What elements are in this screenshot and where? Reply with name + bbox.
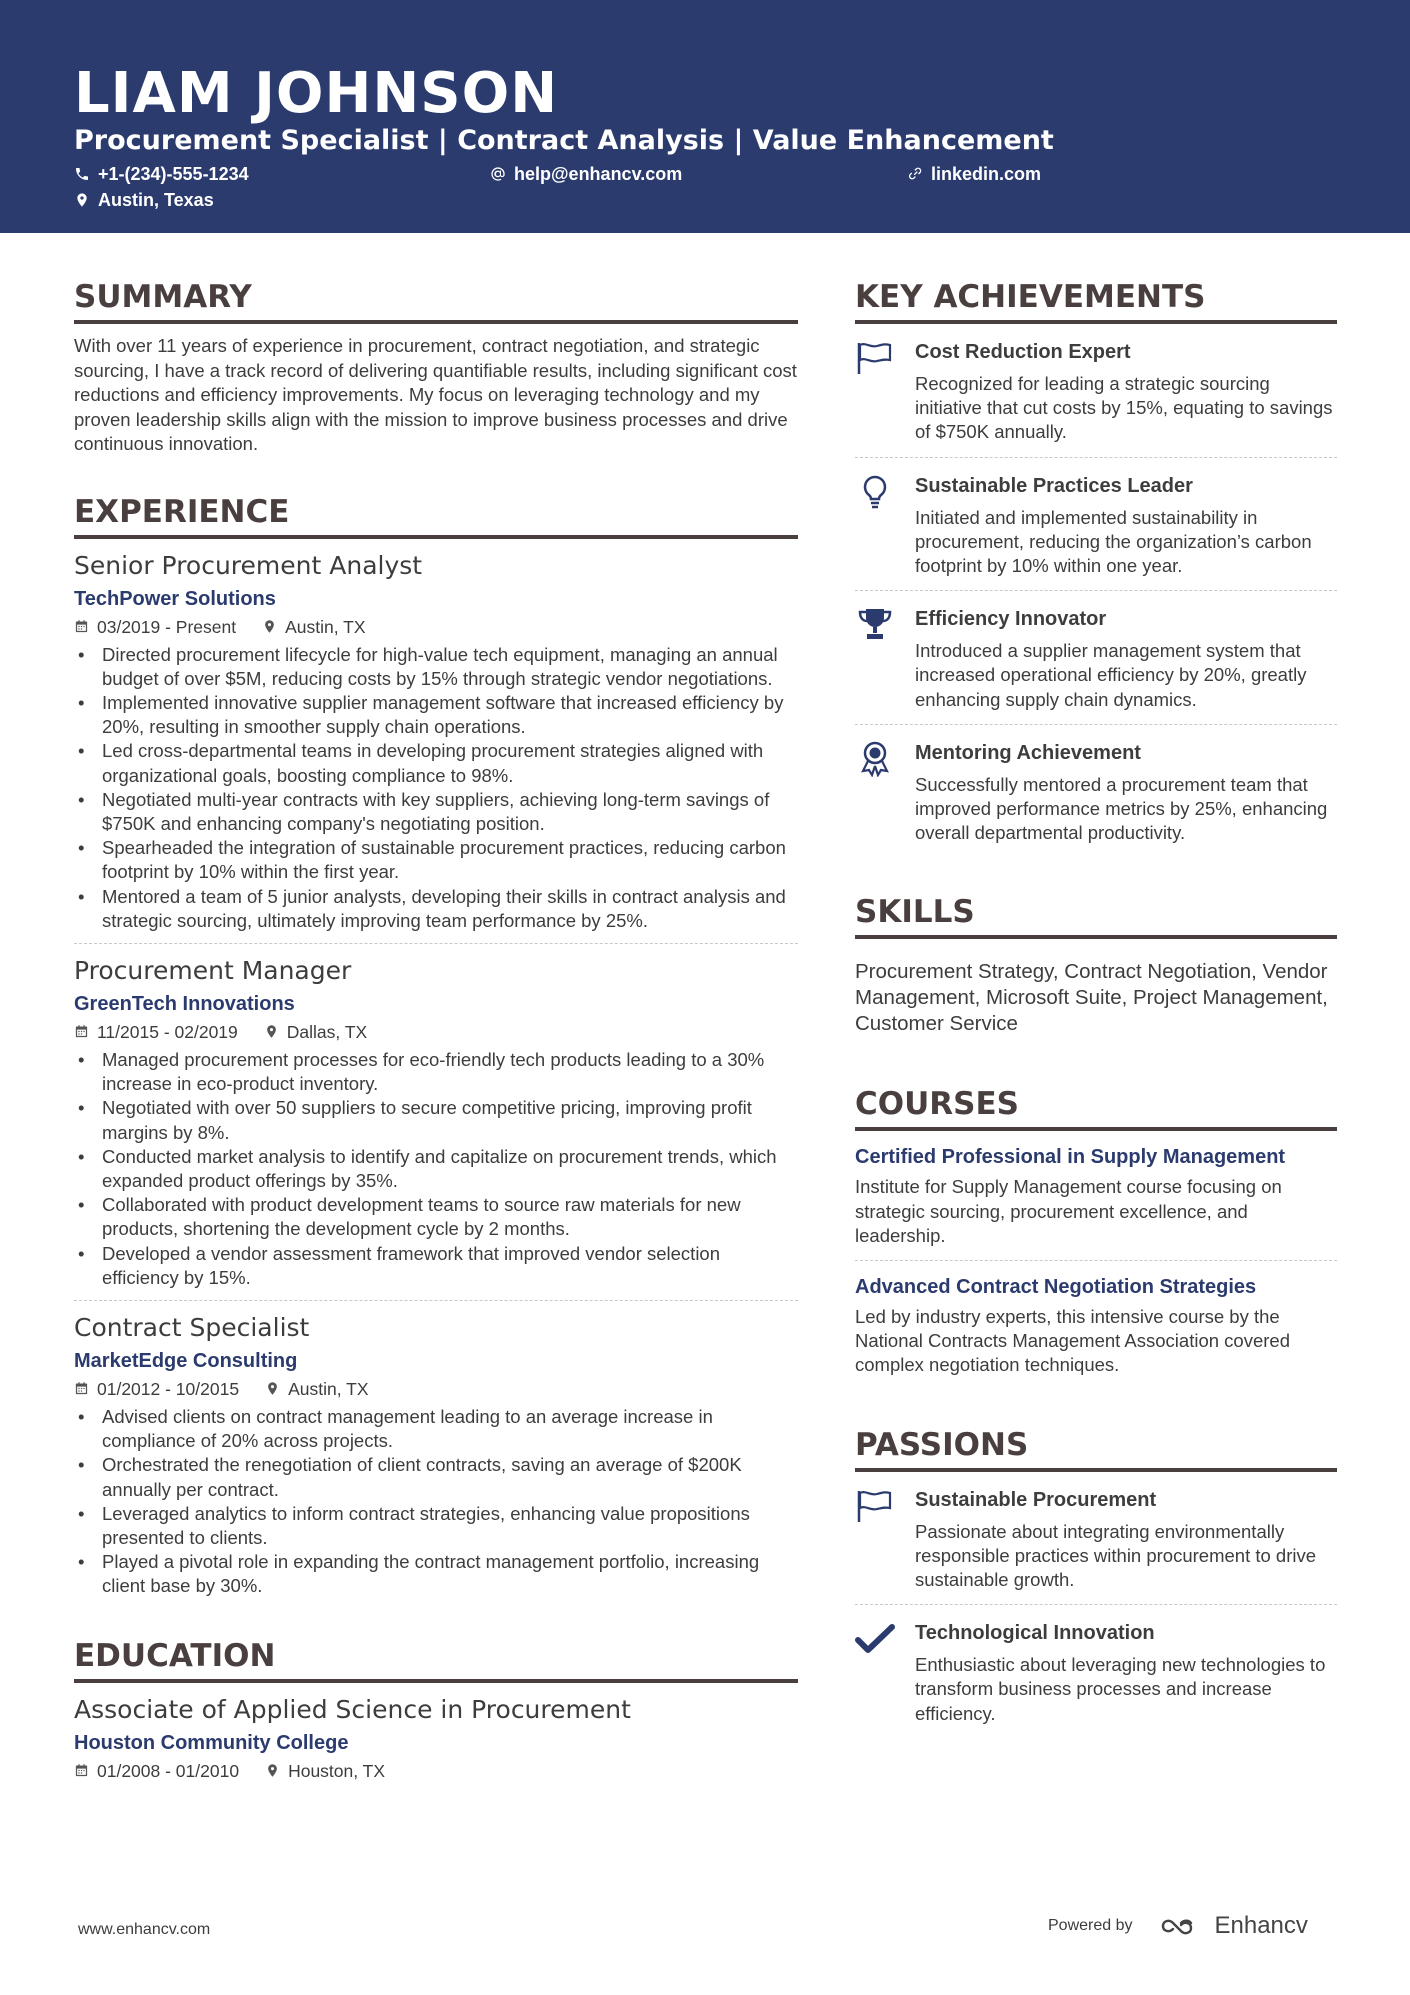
summary-section	[74, 276, 798, 457]
skills-section	[855, 891, 1337, 1037]
right-column	[855, 276, 1337, 1772]
bullet-item: • Implemented innovative supplier management software that increased efficiency by 20%, resulting in smoother supply chain operations.	[74, 691, 798, 739]
education-title: EDUCATION	[74, 1635, 798, 1683]
skills-title: SKILLS	[855, 891, 1337, 939]
bullet-item: • Led cross-departmental teams in developing procurement strategies aligned with organizational goals, boosting compliance to 98%.	[74, 739, 798, 787]
achievement-desc: Initiated and implemented sustainability in procurement, reducing the organization’s carbon footprint by 10% within one year.	[915, 506, 1312, 577]
flag-icon	[855, 338, 915, 445]
job-location-text: Austin, TX	[285, 616, 366, 637]
summary-title: SUMMARY	[74, 276, 798, 324]
bullet-item: • Negotiated multi-year contracts with key suppliers, achieving long-term savings of $750K and enhancing company's negotiating position.	[74, 788, 798, 836]
education-meta	[74, 1759, 798, 1783]
bullet-item: • Negotiated with over 50 suppliers to secure competitive pricing, improving profit margins by 8%.	[74, 1096, 798, 1144]
bullet-item: • Managed procurement processes for eco-friendly tech products leading to a 30% increase in eco-product inventory.	[74, 1048, 798, 1096]
lightbulb-icon	[855, 472, 915, 579]
course-desc: Institute for Supply Management course focusing on strategic sourcing, procurement excellence, and leadership.	[855, 1176, 1282, 1246]
calendar-icon	[74, 1381, 89, 1396]
passions-title: PASSIONS	[855, 1424, 1337, 1472]
job-dates: 11/2015 - 02/2019	[97, 1021, 238, 1042]
achievement-title: Mentoring Achievement	[915, 741, 1141, 764]
achievements-title: KEY ACHIEVEMENTS	[855, 276, 1337, 324]
course-item	[855, 1131, 1337, 1261]
contact-location	[74, 188, 214, 212]
job-bullets	[74, 643, 798, 933]
job-location	[265, 1377, 368, 1401]
job-entry	[74, 539, 798, 944]
education-entry	[74, 1683, 798, 1793]
contact-linkedin[interactable]	[907, 162, 1041, 186]
job-entry	[74, 944, 798, 1301]
location-pin-icon	[265, 1763, 280, 1778]
powered-by-text: Powered by	[1048, 1917, 1133, 1934]
company-name: TechPower Solutions	[74, 587, 276, 610]
infinity-logo-icon	[1159, 1914, 1207, 1938]
passion-item	[855, 1472, 1337, 1606]
company-name: MarketEdge Consulting	[74, 1349, 298, 1372]
contact-email[interactable]	[490, 162, 682, 186]
bullet-item: • Directed procurement lifecycle for high-value tech equipment, managing an annual budget of over $5M, reducing costs by 15% through strategic vendor negotiations.	[74, 643, 798, 691]
checkmark-icon	[855, 1619, 915, 1726]
course-item	[855, 1261, 1337, 1390]
calendar-icon	[74, 1763, 89, 1778]
left-column	[74, 276, 798, 1827]
job-location	[262, 615, 365, 639]
bullet-item: • Collaborated with product development teams to source raw materials for new products, shortening the development cycle by 2 months.	[74, 1193, 798, 1241]
achievement-item	[855, 324, 1337, 458]
passion-desc: Enthusiastic about leveraging new technologies to transform business processes and increase efficiency.	[915, 1654, 1326, 1724]
enhancv-logo[interactable]	[1159, 1912, 1308, 1940]
job-entry	[74, 1301, 798, 1609]
company-name: GreenTech Innovations	[74, 992, 295, 1015]
achievement-title: Efficiency Innovator	[915, 608, 1107, 631]
summary-text: With over 11 years of experience in procurement, contract negotiation, and strategic sourcing, I have a track record of delivering quantifiable results, including significant cost reductions and efficiency improvements. My focus on leveraging technology and my proven leadership skills align with the mission to improve business processes and drive continuous innovation.	[74, 335, 797, 454]
achievement-desc: Successfully mentored a procurement team that improved performance metrics by 25%, enhancing overall departmental productivity.	[915, 773, 1328, 844]
job-meta	[74, 615, 798, 639]
at-icon	[490, 166, 506, 182]
bullet-item: • Advised clients on contract management leading to an average increase in compliance of 20% across projects.	[74, 1405, 798, 1453]
email-text: help@enhancv.com	[514, 164, 683, 184]
course-title: Advanced Contract Negotiation Strategies	[855, 1276, 1257, 1299]
flag-icon	[855, 1486, 915, 1593]
job-title: Contract Specialist	[74, 1312, 310, 1342]
footer-website[interactable]: www.enhancv.com	[78, 1921, 211, 1938]
brand-name: Enhancv	[1214, 1912, 1308, 1939]
calendar-icon	[74, 619, 89, 634]
job-location-text: Dallas, TX	[286, 1021, 368, 1042]
achievement-item	[855, 591, 1337, 725]
bullet-item: • Orchestrated the renegotiation of client contracts, saving an average of $200K annually per contract.	[74, 1453, 798, 1501]
job-meta	[74, 1377, 798, 1401]
education-location	[265, 1759, 385, 1783]
linkedin-text: linkedin.com	[931, 164, 1042, 184]
bullet-item: • Developed a vendor assessment framework that improved vendor selection efficiency by 15%.	[74, 1242, 798, 1290]
experience-title: EXPERIENCE	[74, 491, 798, 539]
phone-icon	[74, 166, 90, 182]
candidate-name: LIAM JOHNSON	[74, 61, 559, 126]
medal-icon	[855, 739, 915, 846]
passions-section	[855, 1424, 1337, 1738]
experience-section	[74, 491, 798, 1609]
bullet-item: • Conducted market analysis to identify and capitalize on procurement trends, which expanded product offerings by 35%.	[74, 1145, 798, 1193]
job-location-text: Austin, TX	[288, 1378, 369, 1399]
job-dates: 01/2012 - 10/2015	[97, 1378, 240, 1399]
contact-phone[interactable]	[74, 162, 249, 186]
link-icon	[907, 166, 923, 182]
achievement-title: Cost Reduction Expert	[915, 341, 1131, 363]
location-pin-icon	[265, 1381, 280, 1396]
achievement-item	[855, 725, 1337, 858]
phone-text: +1-(234)-555-1234	[98, 164, 249, 184]
course-desc: Led by industry experts, this intensive course by the National Contracts Management Association covered complex negotiation techniques.	[855, 1306, 1290, 1376]
skills-text: Procurement Strategy, Contract Negotiation, Vendor Management, Microsoft Suite, Project Management, Customer Service	[855, 960, 1328, 1036]
job-location	[264, 1020, 367, 1044]
achievement-desc: Introduced a supplier management system that increased operational efficiency by 20%, greatly enhancing supply chain dynamics.	[915, 640, 1307, 710]
degree-title: Associate of Applied Science in Procurement	[74, 1694, 631, 1724]
footer-powered-by	[1048, 1912, 1308, 1940]
location-pin-icon	[264, 1024, 279, 1039]
passion-item	[855, 1605, 1337, 1738]
job-title: Senior Procurement Analyst	[74, 550, 423, 580]
calendar-icon	[74, 1024, 89, 1039]
bullet-item: • Played a pivotal role in expanding the contract management portfolio, increasing client base by 30%.	[74, 1550, 798, 1598]
passion-desc: Passionate about integrating environmentally responsible practices within procurement to drive sustainable growth.	[915, 1520, 1317, 1591]
achievement-item	[855, 458, 1337, 592]
courses-section	[855, 1083, 1337, 1389]
education-section	[74, 1635, 798, 1793]
achievement-title: Sustainable Practices Leader	[915, 474, 1193, 497]
job-dates: 03/2019 - Present	[97, 616, 237, 637]
education-dates: 01/2008 - 01/2010	[97, 1760, 240, 1781]
job-meta	[74, 1020, 798, 1044]
bullet-item: • Mentored a team of 5 junior analysts, developing their skills in contract analysis and strategic sourcing, ultimately improving team performance by 25%.	[74, 885, 798, 933]
passion-title: Sustainable Procurement	[915, 1488, 1157, 1511]
education-location-text: Houston, TX	[288, 1760, 386, 1781]
trophy-icon	[855, 605, 915, 712]
candidate-headline: Procurement Specialist | Contract Analysis | Value Enhancement	[74, 125, 1054, 156]
job-bullets	[74, 1048, 798, 1290]
course-title: Certified Professional in Supply Management	[855, 1146, 1286, 1169]
location-pin-icon	[262, 619, 277, 634]
location-pin-icon	[74, 192, 90, 208]
achievements-section	[855, 276, 1337, 857]
passion-title: Technological Innovation	[915, 1622, 1155, 1645]
bullet-item: • Leveraged analytics to inform contract strategies, enhancing value propositions presented to clients.	[74, 1502, 798, 1550]
courses-title: COURSES	[855, 1083, 1337, 1131]
achievement-desc: Recognized for leading a strategic sourcing initiative that cut costs by 15%, equating to savings of $750K annually.	[915, 373, 1333, 443]
school-name: Houston Community College	[74, 1731, 349, 1754]
resume-header	[0, 0, 1410, 233]
job-title: Procurement Manager	[74, 955, 352, 985]
bullet-item: • Spearheaded the integration of sustainable procurement practices, reducing carbon footprint by 10% within the first year.	[74, 836, 798, 884]
location-text: Austin, Texas	[98, 190, 214, 210]
job-bullets	[74, 1405, 798, 1599]
